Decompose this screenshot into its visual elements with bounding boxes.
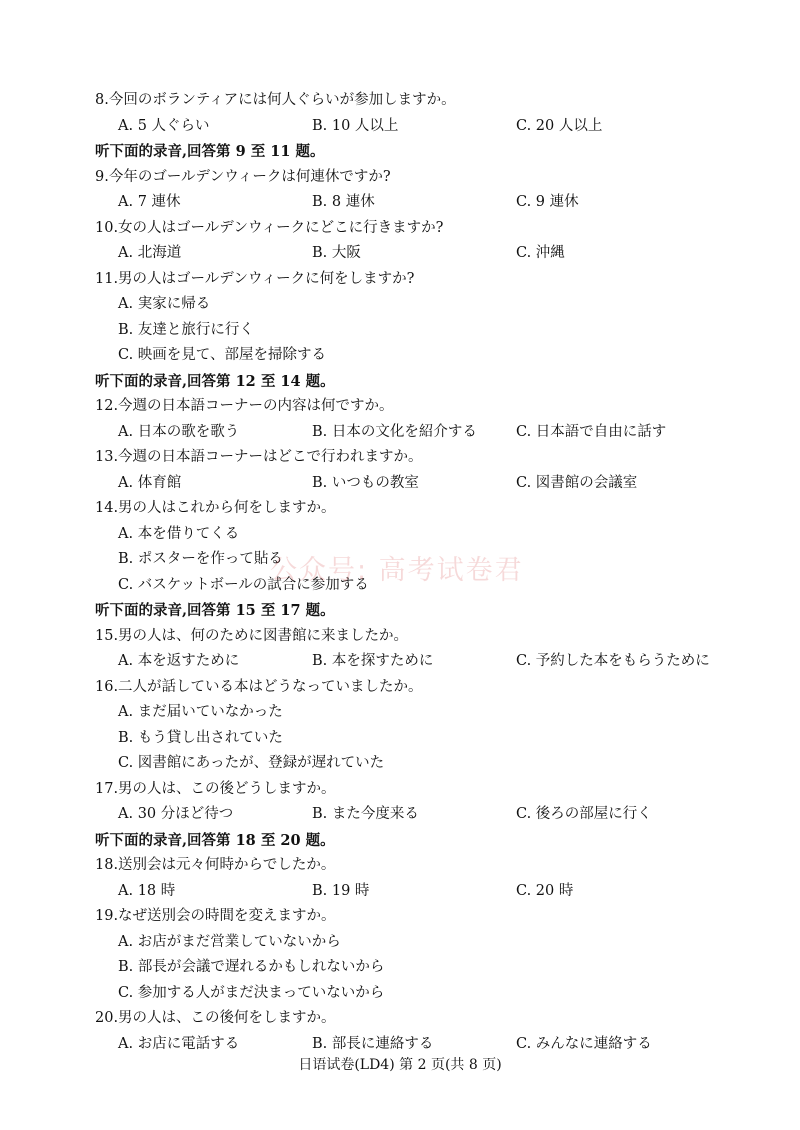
section-instruction: 听下面的录音,回答第 12 至 14 题。 (95, 372, 335, 390)
answer-option: A. 体育館 (118, 474, 182, 491)
answer-option: B. 本を探すために (312, 653, 434, 669)
question-text: 16.二人が話している本はどうなっていましたか。 (95, 678, 423, 695)
question-text: 13.今週の日本語コーナーはどこで行われますか。 (95, 449, 423, 465)
answer-option: B. 8 連休 (312, 194, 375, 210)
answer-option: A. 18 時 (118, 882, 176, 899)
answer-option: B. 10 人以上 (312, 117, 399, 134)
answer-option: A. 本を返すために (118, 653, 240, 669)
answer-option: B. 部長が会議で遅れるかもしれないから (118, 959, 385, 975)
answer-option: B. ポスターを作って貼る (118, 551, 283, 567)
answer-option: A. 北海道 (118, 245, 182, 261)
answer-option: C. みんなに連絡する (516, 1035, 652, 1052)
question-text: 8.今回のボランティアには何人ぐらいが参加しますか。 (95, 92, 456, 108)
answer-option: A. 実家に帰る (118, 296, 211, 312)
answer-option: A. 30 分ほど待つ (118, 806, 234, 822)
question-text: 10.女の人はゴールデンウィークにどこに行きますか? (95, 219, 444, 236)
answer-option: B. 大阪 (312, 245, 361, 261)
section-instruction: 听下面的录音,回答第 18 至 20 题。 (95, 831, 335, 849)
question-text: 15.男の人は、何のために図書館に来ましたか。 (95, 627, 409, 644)
question-text: 18.送別会は元々何時からでしたか。 (95, 857, 336, 873)
section-instruction: 听下面的录音,回答第 9 至 11 题。 (95, 143, 325, 160)
page-footer: 日语试卷(LD4) 第 2 页(共 8 页) (298, 1057, 502, 1073)
answer-option: C. 日本語で自由に話す (516, 423, 667, 440)
answer-option: A. 5 人ぐらい (118, 117, 210, 134)
answer-option: B. 日本の文化を紹介する (312, 423, 477, 440)
answer-option: B. もう貸し出されていた (118, 729, 283, 746)
answer-option: C. バスケットボールの試合に参加する (118, 576, 369, 593)
answer-option: B. 友達と旅行に行く (118, 321, 254, 338)
answer-option: A. お店に電話する (118, 1035, 240, 1052)
answer-option: A. まだ届いていなかった (118, 704, 283, 720)
watermark: 公众号: 高考试卷君 (270, 555, 524, 586)
answer-option: B. 19 時 (312, 882, 370, 899)
answer-option: B. また今度来る (312, 806, 419, 822)
answer-option: C. 20 時 (516, 882, 574, 899)
answer-option: C. 予約した本をもらうために (516, 653, 710, 669)
answer-option: B. いつもの教室 (312, 474, 419, 491)
answer-option: C. 沖縄 (516, 245, 565, 261)
answer-option: C. 9 連休 (516, 194, 579, 210)
question-text: 11.男の人はゴールデンウィークに何をしますか? (95, 270, 415, 287)
question-text: 9.今年のゴールデンウィークは何連休ですか? (95, 168, 391, 185)
answer-option: C. 映画を見て、部屋を掃除する (118, 347, 327, 363)
answer-option: A. 本を借りてくる (118, 525, 240, 542)
answer-option: A. お店がまだ営業していないから (118, 933, 341, 950)
question-text: 19.なぜ送別会の時間を変えますか。 (95, 908, 336, 924)
question-text: 12.今週の日本語コーナーの内容は何ですか。 (95, 398, 394, 414)
question-text: 14.男の人はこれから何をしますか。 (95, 500, 336, 516)
answer-option: C. 図書館の会議室 (516, 474, 638, 491)
answer-option: A. 日本の歌を歌う (118, 423, 240, 440)
section-instruction: 听下面的录音,回答第 15 至 17 题。 (95, 602, 335, 619)
question-text: 20.男の人は、この後何をしますか。 (95, 1010, 336, 1026)
answer-option: C. 20 人以上 (516, 117, 603, 134)
answer-option: C. 参加する人がまだ決まっていないから (118, 984, 385, 1001)
answer-option: A. 7 連休 (118, 194, 181, 210)
answer-option: C. 後ろの部屋に行く (516, 806, 652, 822)
question-text: 17.男の人は、この後どうしますか。 (95, 780, 336, 797)
answer-option: B. 部長に連絡する (312, 1035, 434, 1052)
answer-option: C. 図書館にあったが、登録が遅れていた (118, 755, 385, 771)
